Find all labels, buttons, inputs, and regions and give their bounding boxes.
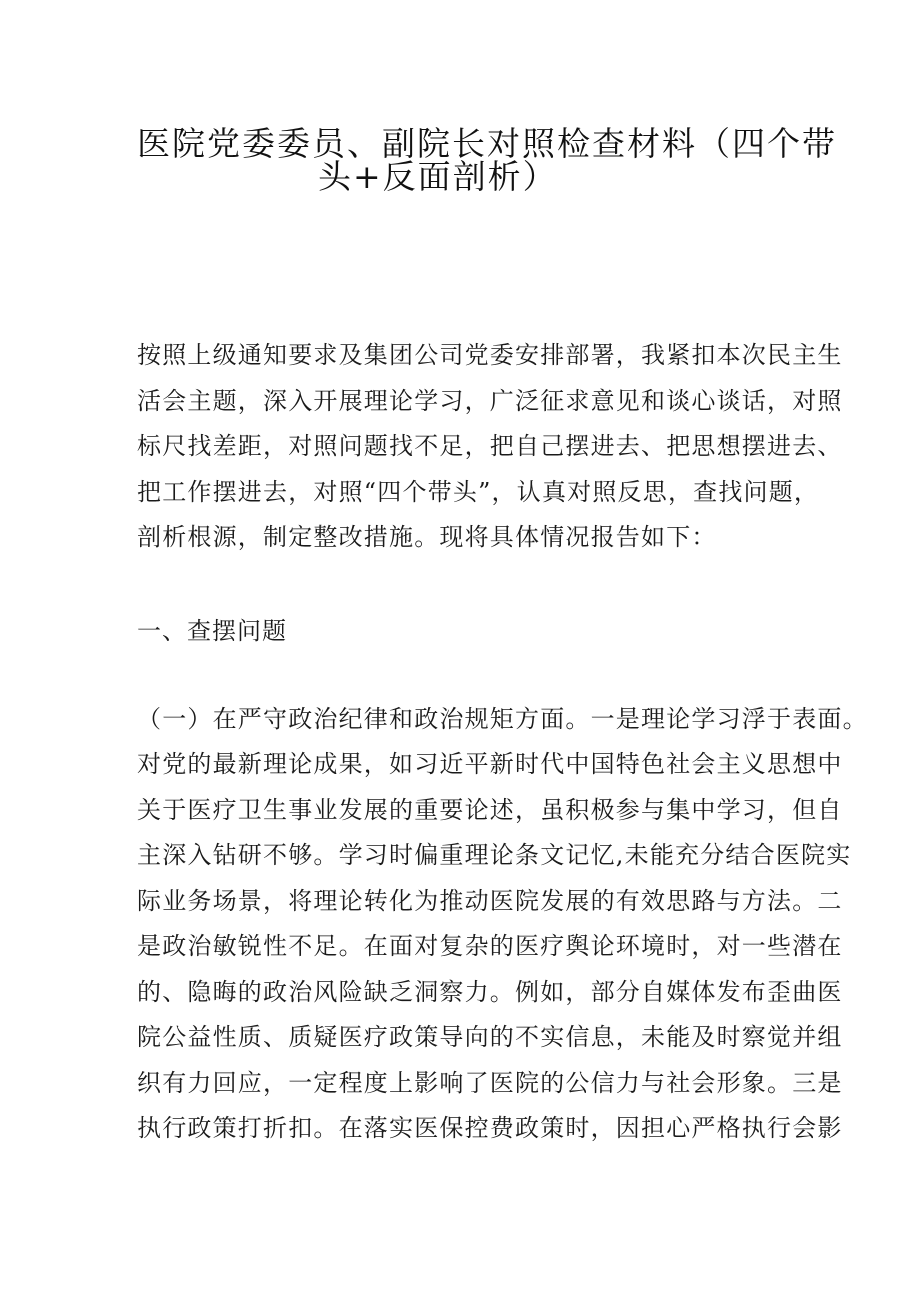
intro-line: 活会主题，深入开展理论学习，广泛征求意见和谈心谈话，对照 bbox=[137, 387, 843, 415]
section1-line: 主深入钻研不够。学习时偏重理论条文记忆,未能充分结合医院实 bbox=[137, 841, 852, 869]
intro-line: 标尺找差距，对照问题找不足，把自己摆进去、把思想摆进去、 bbox=[137, 432, 843, 460]
section1-line: 是政治敏锐性不足。在面对复杂的医疗舆论环境时，对一些潜在 bbox=[137, 932, 843, 960]
document-title-line-2: 头+反面剖析） bbox=[318, 157, 558, 196]
document-title-line-1: 医院党委委员、副院长对照检查材料（四个带 bbox=[137, 124, 837, 163]
section1-line: 执行政策打折扣。在落实医保控费政策时，因担心严格执行会影 bbox=[137, 1114, 843, 1142]
section1-line: （一）在严守政治纪律和政治规矩方面。一是理论学习浮于表面。 bbox=[137, 705, 868, 733]
section1-line: 对党的最新理论成果，如习近平新时代中国特色社会主义思想中 bbox=[137, 750, 843, 778]
section1-line: 织有力回应，一定程度上影响了医院的公信力与社会形象。三是 bbox=[137, 1069, 843, 1097]
section1-line: 关于医疗卫生事业发展的重要论述，虽积极参与集中学习，但自 bbox=[137, 796, 843, 824]
intro-line: 按照上级通知要求及集团公司党委安排部署，我紧扣本次民主生 bbox=[137, 341, 843, 369]
section1-line: 际业务场景，将理论转化为推动医院发展的有效思路与方法。二 bbox=[137, 887, 843, 915]
section-heading: 一、查摆问题 bbox=[137, 617, 287, 645]
intro-line: 剖析根源，制定整改措施。现将具体情况报告如下： bbox=[137, 523, 717, 551]
section1-line: 院公益性质、质疑医疗政策导向的不实信息，未能及时察觉并组 bbox=[137, 1023, 843, 1051]
intro-line: 把工作摆进去，对照“四个带头”，认真对照反思，查找问题， bbox=[137, 478, 820, 506]
section1-line: 的、隐晦的政治风险缺乏洞察力。例如，部分自媒体发布歪曲医 bbox=[137, 978, 843, 1006]
